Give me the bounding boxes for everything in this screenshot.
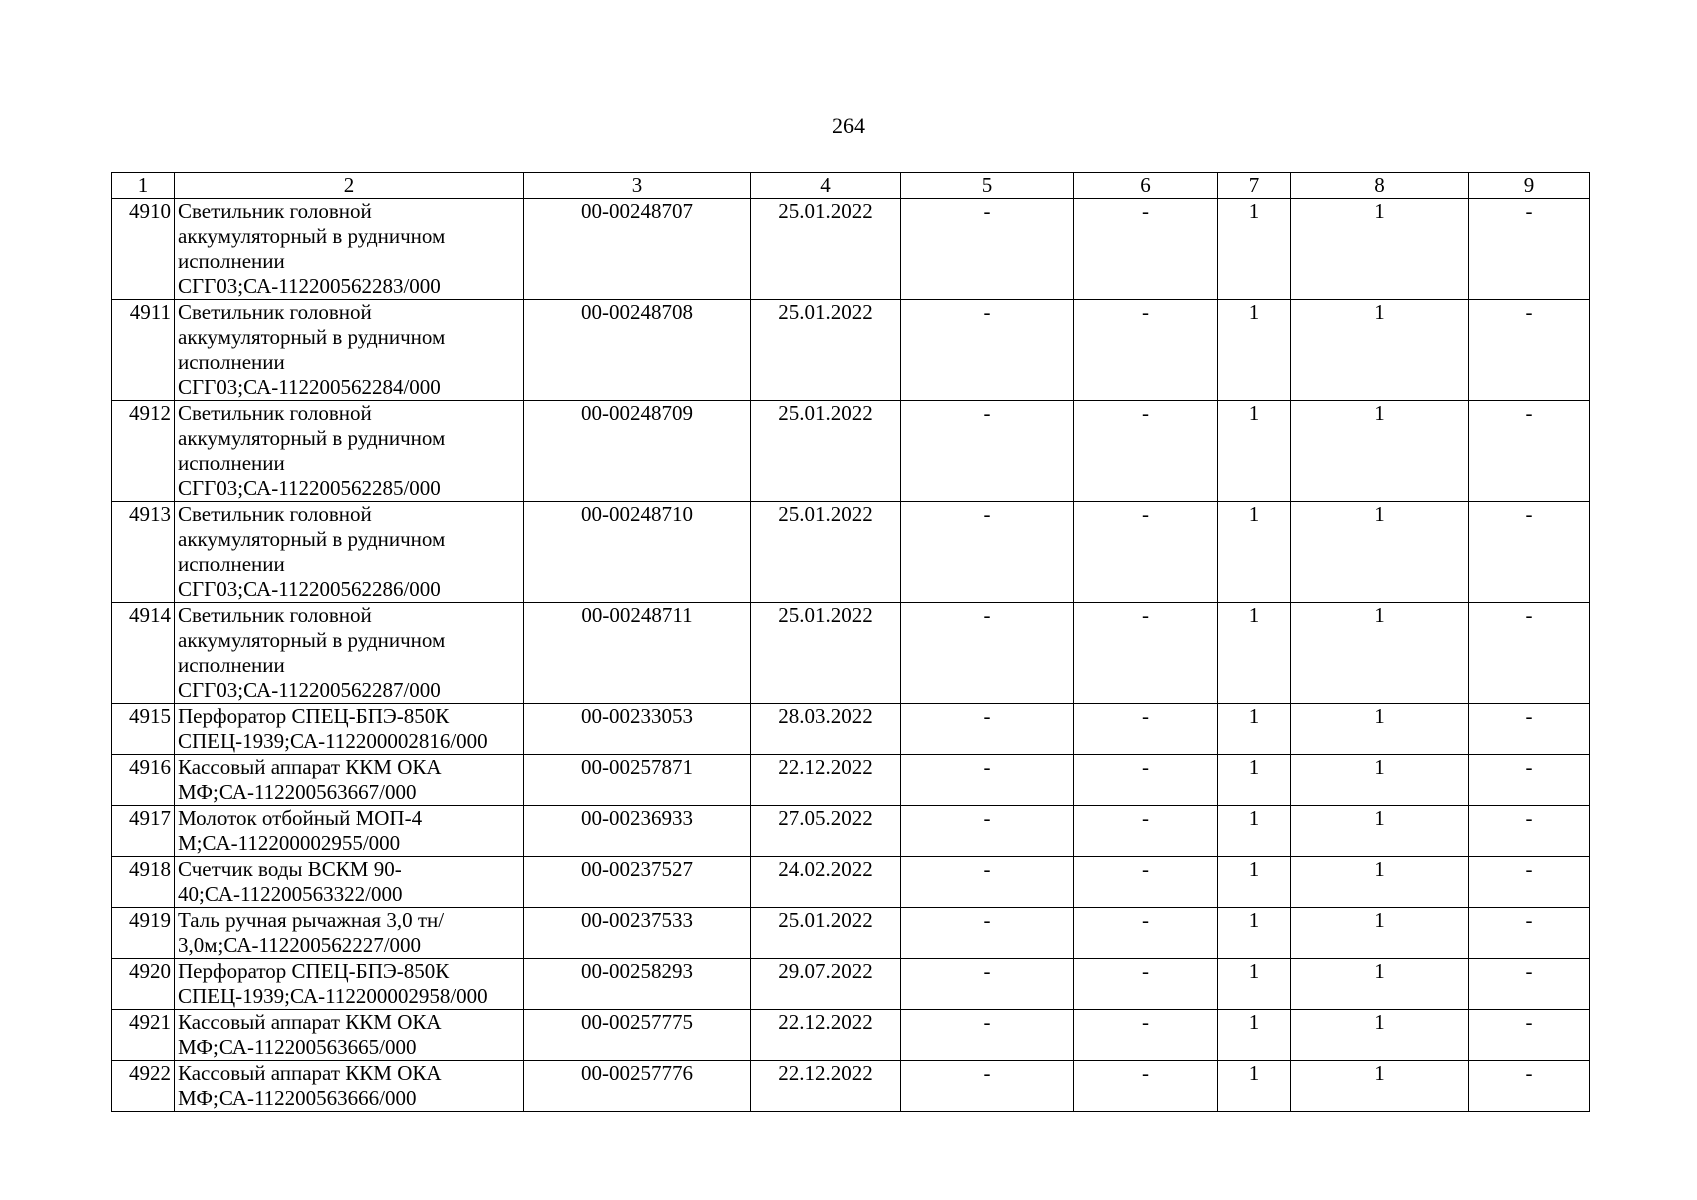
column-6-cell: - <box>1074 908 1218 959</box>
table-row <box>112 199 1590 300</box>
column-8-cell: 1 <box>1291 1061 1469 1112</box>
column-9-cell: - <box>1469 603 1590 704</box>
column-9-cell: - <box>1469 1061 1590 1112</box>
column-9-cell: - <box>1469 806 1590 857</box>
table-body <box>112 173 1590 1112</box>
column-5-cell: - <box>901 300 1074 401</box>
item-name-line: аккумуляторный в рудничном <box>178 325 446 349</box>
item-name-line: Перфоратор СПЕЦ-БПЭ-850К <box>178 959 450 983</box>
row-number-cell: 4918 <box>112 857 175 908</box>
column-5-cell: - <box>901 857 1074 908</box>
item-name-line: МФ;СА-112200563666/000 <box>178 1086 417 1110</box>
item-name-line: СГГ03;СА-112200562286/000 <box>178 577 441 601</box>
column-9-cell: - <box>1469 1010 1590 1061</box>
column-header: 4 <box>751 173 901 199</box>
date-cell: 25.01.2022 <box>751 502 901 603</box>
item-name-cell <box>175 300 524 401</box>
row-number-cell: 4919 <box>112 908 175 959</box>
item-name-cell <box>175 401 524 502</box>
item-name-cell <box>175 959 524 1010</box>
column-5-cell: - <box>901 806 1074 857</box>
column-8-cell: 1 <box>1291 806 1469 857</box>
column-9-cell: - <box>1469 704 1590 755</box>
item-name-line: исполнении <box>178 350 285 374</box>
column-6-cell: - <box>1074 199 1218 300</box>
item-name-line: Светильник головной <box>178 199 372 223</box>
item-name-line: СПЕЦ-1939;СА-112200002816/000 <box>178 729 488 753</box>
table-row <box>112 806 1590 857</box>
table-row <box>112 1010 1590 1061</box>
column-6-cell: - <box>1074 1010 1218 1061</box>
table-row <box>112 502 1590 603</box>
inventory-number-cell: 00-00236933 <box>524 806 751 857</box>
column-5-cell: - <box>901 908 1074 959</box>
column-8-cell: 1 <box>1291 857 1469 908</box>
column-7-cell: 1 <box>1218 908 1291 959</box>
table-row <box>112 603 1590 704</box>
item-name-cell <box>175 755 524 806</box>
item-name-line: Молоток отбойный МОП-4 <box>178 806 423 830</box>
column-6-cell: - <box>1074 959 1218 1010</box>
column-5-cell: - <box>901 1061 1074 1112</box>
item-name-line: СГГ03;СА-112200562285/000 <box>178 476 441 500</box>
inventory-number-cell: 00-00257776 <box>524 1061 751 1112</box>
column-7-cell: 1 <box>1218 704 1291 755</box>
column-7-cell: 1 <box>1218 755 1291 806</box>
table-row <box>112 1061 1590 1112</box>
asset-register-table <box>111 172 1590 1112</box>
row-number-cell: 4920 <box>112 959 175 1010</box>
column-header: 6 <box>1074 173 1218 199</box>
table-row <box>112 908 1590 959</box>
inventory-number-cell: 00-00257775 <box>524 1010 751 1061</box>
inventory-number-cell: 00-00237527 <box>524 857 751 908</box>
item-name-line: аккумуляторный в рудничном <box>178 628 446 652</box>
inventory-number-cell: 00-00258293 <box>524 959 751 1010</box>
date-cell: 25.01.2022 <box>751 908 901 959</box>
column-6-cell: - <box>1074 755 1218 806</box>
item-name-line: Светильник головной <box>178 401 372 425</box>
column-8-cell: 1 <box>1291 959 1469 1010</box>
column-8-cell: 1 <box>1291 502 1469 603</box>
column-header: 5 <box>901 173 1074 199</box>
item-name-line: СПЕЦ-1939;СА-112200002958/000 <box>178 984 488 1008</box>
item-name-line: Перфоратор СПЕЦ-БПЭ-850К <box>178 704 450 728</box>
column-5-cell: - <box>901 959 1074 1010</box>
column-header: 1 <box>112 173 175 199</box>
row-number-cell: 4913 <box>112 502 175 603</box>
inventory-number-cell: 00-00248711 <box>524 603 751 704</box>
item-name-line: исполнении <box>178 451 285 475</box>
column-8-cell: 1 <box>1291 603 1469 704</box>
table-row <box>112 755 1590 806</box>
item-name-line: Кассовый аппарат ККМ ОКА <box>178 1010 442 1034</box>
item-name-cell <box>175 1061 524 1112</box>
column-5-cell: - <box>901 199 1074 300</box>
item-name-line: исполнении <box>178 552 285 576</box>
column-9-cell: - <box>1469 401 1590 502</box>
row-number-cell: 4917 <box>112 806 175 857</box>
item-name-line: СГГ03;СА-112200562283/000 <box>178 274 441 298</box>
column-5-cell: - <box>901 401 1074 502</box>
item-name-line: Кассовый аппарат ККМ ОКА <box>178 1061 442 1085</box>
row-number-cell: 4921 <box>112 1010 175 1061</box>
item-name-cell <box>175 199 524 300</box>
item-name-line: исполнении <box>178 249 285 273</box>
column-7-cell: 1 <box>1218 502 1291 603</box>
item-name-line: Светильник головной <box>178 300 372 324</box>
item-name-line: М;СА-112200002955/000 <box>178 831 401 855</box>
item-name-cell <box>175 908 524 959</box>
column-9-cell: - <box>1469 502 1590 603</box>
item-name-line: 3,0м;СА-112200562227/000 <box>178 933 422 957</box>
column-header: 7 <box>1218 173 1291 199</box>
date-cell: 22.12.2022 <box>751 755 901 806</box>
date-cell: 25.01.2022 <box>751 603 901 704</box>
column-7-cell: 1 <box>1218 300 1291 401</box>
item-name-cell <box>175 857 524 908</box>
column-8-cell: 1 <box>1291 1010 1469 1061</box>
date-cell: 25.01.2022 <box>751 199 901 300</box>
date-cell: 22.12.2022 <box>751 1010 901 1061</box>
item-name-cell <box>175 704 524 755</box>
column-header: 3 <box>524 173 751 199</box>
item-name-line: Светильник головной <box>178 502 372 526</box>
table-row <box>112 401 1590 502</box>
item-name-line: Таль ручная рычажная 3,0 тн/ <box>178 908 445 932</box>
item-name-cell <box>175 1010 524 1061</box>
column-9-cell: - <box>1469 199 1590 300</box>
row-number-cell: 4915 <box>112 704 175 755</box>
column-6-cell: - <box>1074 806 1218 857</box>
row-number-cell: 4911 <box>112 300 175 401</box>
column-number-header-row <box>112 173 1590 199</box>
column-6-cell: - <box>1074 401 1218 502</box>
column-5-cell: - <box>901 603 1074 704</box>
date-cell: 29.07.2022 <box>751 959 901 1010</box>
column-7-cell: 1 <box>1218 401 1291 502</box>
row-number-cell: 4912 <box>112 401 175 502</box>
column-9-cell: - <box>1469 959 1590 1010</box>
item-name-cell <box>175 806 524 857</box>
date-cell: 25.01.2022 <box>751 401 901 502</box>
table-row <box>112 959 1590 1010</box>
inventory-number-cell: 00-00257871 <box>524 755 751 806</box>
column-6-cell: - <box>1074 300 1218 401</box>
column-header: 9 <box>1469 173 1590 199</box>
column-7-cell: 1 <box>1218 857 1291 908</box>
column-8-cell: 1 <box>1291 300 1469 401</box>
column-6-cell: - <box>1074 603 1218 704</box>
item-name-line: Светильник головной <box>178 603 372 627</box>
column-8-cell: 1 <box>1291 908 1469 959</box>
inventory-number-cell: 00-00248709 <box>524 401 751 502</box>
column-9-cell: - <box>1469 857 1590 908</box>
column-6-cell: - <box>1074 857 1218 908</box>
column-6-cell: - <box>1074 1061 1218 1112</box>
item-name-line: Счетчик воды ВСКМ 90- <box>178 857 402 881</box>
item-name-line: МФ;СА-112200563665/000 <box>178 1035 417 1059</box>
inventory-number-cell: 00-00248710 <box>524 502 751 603</box>
column-9-cell: - <box>1469 300 1590 401</box>
column-8-cell: 1 <box>1291 401 1469 502</box>
item-name-line: 40;СА-112200563322/000 <box>178 882 403 906</box>
date-cell: 25.01.2022 <box>751 300 901 401</box>
column-7-cell: 1 <box>1218 806 1291 857</box>
inventory-number-cell: 00-00248708 <box>524 300 751 401</box>
table-row <box>112 300 1590 401</box>
row-number-cell: 4914 <box>112 603 175 704</box>
item-name-line: Кассовый аппарат ККМ ОКА <box>178 755 442 779</box>
table-row <box>112 857 1590 908</box>
inventory-number-cell: 00-00248707 <box>524 199 751 300</box>
item-name-line: МФ;СА-112200563667/000 <box>178 780 417 804</box>
date-cell: 22.12.2022 <box>751 1061 901 1112</box>
item-name-cell <box>175 603 524 704</box>
column-6-cell: - <box>1074 704 1218 755</box>
row-number-cell: 4916 <box>112 755 175 806</box>
table-row <box>112 704 1590 755</box>
row-number-cell: 4910 <box>112 199 175 300</box>
date-cell: 27.05.2022 <box>751 806 901 857</box>
item-name-line: исполнении <box>178 653 285 677</box>
item-name-line: СГГ03;СА-112200562287/000 <box>178 678 441 702</box>
column-5-cell: - <box>901 704 1074 755</box>
inventory-number-cell: 00-00237533 <box>524 908 751 959</box>
column-8-cell: 1 <box>1291 199 1469 300</box>
item-name-line: СГГ03;СА-112200562284/000 <box>178 375 441 399</box>
column-9-cell: - <box>1469 908 1590 959</box>
date-cell: 24.02.2022 <box>751 857 901 908</box>
column-5-cell: - <box>901 502 1074 603</box>
item-name-line: аккумуляторный в рудничном <box>178 527 446 551</box>
column-8-cell: 1 <box>1291 755 1469 806</box>
date-cell: 28.03.2022 <box>751 704 901 755</box>
column-7-cell: 1 <box>1218 1010 1291 1061</box>
column-8-cell: 1 <box>1291 704 1469 755</box>
column-header: 2 <box>175 173 524 199</box>
column-7-cell: 1 <box>1218 959 1291 1010</box>
column-6-cell: - <box>1074 502 1218 603</box>
row-number-cell: 4922 <box>112 1061 175 1112</box>
column-5-cell: - <box>901 1010 1074 1061</box>
column-7-cell: 1 <box>1218 199 1291 300</box>
column-5-cell: - <box>901 755 1074 806</box>
item-name-line: аккумуляторный в рудничном <box>178 224 446 248</box>
item-name-line: аккумуляторный в рудничном <box>178 426 446 450</box>
column-header: 8 <box>1291 173 1469 199</box>
column-9-cell: - <box>1469 755 1590 806</box>
column-7-cell: 1 <box>1218 603 1291 704</box>
page-number: 264 <box>832 113 865 138</box>
column-7-cell: 1 <box>1218 1061 1291 1112</box>
inventory-number-cell: 00-00233053 <box>524 704 751 755</box>
item-name-cell <box>175 502 524 603</box>
